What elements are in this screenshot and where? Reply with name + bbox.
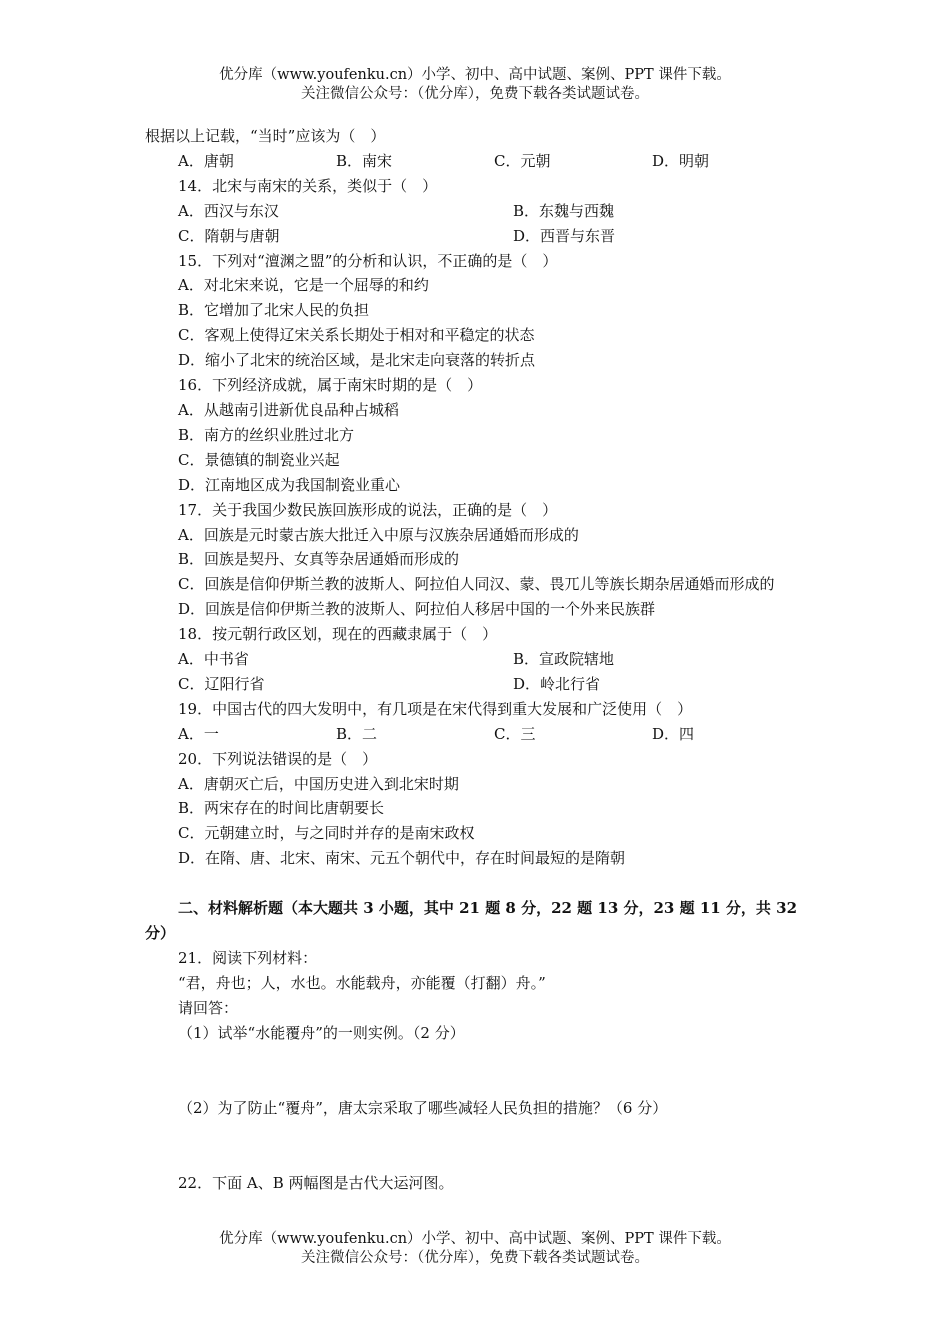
q19-stem: 19．中国古代的四大发明中，有几项是在宋代得到重大发展和广泛使用（ ） bbox=[178, 699, 693, 718]
spacer bbox=[145, 871, 810, 896]
q21-sub-question-2: （2）为了防止“覆舟”，唐太宗采取了哪些减轻人民负担的措施？（6 分） bbox=[178, 1098, 668, 1117]
q20-option-d: D．在隋、唐、北宋、南宋、元五个朝代中，存在时间最短的是隋朝 bbox=[178, 849, 626, 868]
q21-material: “君，舟也；人，水也。水能载舟，亦能覆（打翻）舟。” bbox=[178, 973, 546, 992]
q14-stem: 14．北宋与南宋的关系，类似于（ ） bbox=[178, 176, 438, 195]
q16-option-a: A．从越南引进新优良品种占城稻 bbox=[178, 400, 399, 419]
q17-option-c: C．回族是信仰伊斯兰教的波斯人、阿拉伯人同汉、蒙、畏兀儿等族长期杂居通婚而形成的 bbox=[178, 575, 775, 594]
q13-option-a: A．唐朝 bbox=[178, 151, 234, 170]
q14-option-a: A．西汉与东汉 bbox=[178, 201, 279, 220]
q13-option-b: B．南宋 bbox=[336, 151, 393, 170]
q20-option-a: A．唐朝灭亡后，中国历史进入到北宋时期 bbox=[178, 774, 459, 793]
q19-option-c: C．三 bbox=[494, 724, 536, 743]
q20-stem: 20．下列说法错误的是（ ） bbox=[178, 749, 378, 768]
q19-option-b: B．二 bbox=[336, 724, 378, 743]
footer-line-2: 关注微信公众号：（优分库），免费下载各类试题试卷。 bbox=[301, 1250, 649, 1266]
answer-space bbox=[145, 1121, 810, 1171]
q18-option-d: D．岭北行省 bbox=[513, 674, 601, 693]
q13-stem: 根据以上记载，“当时”应该为（ ） bbox=[145, 127, 386, 145]
q16-option-c: C．景德镇的制瓷业兴起 bbox=[178, 450, 340, 469]
answer-space bbox=[145, 1046, 810, 1096]
q17-option-d: D．回族是信仰伊斯兰教的波斯人、阿拉伯人移居中国的一个外来民族群 bbox=[178, 600, 656, 619]
q13-option-d: D．明朝 bbox=[652, 151, 710, 170]
q15-stem: 15．下列对“澶渊之盟”的分析和认识，不正确的是（ ） bbox=[178, 251, 558, 270]
q18-options-row-2 bbox=[145, 672, 810, 697]
q16-stem: 16．下列经济成就，属于南宋时期的是（ ） bbox=[178, 376, 483, 395]
q14-options-row-1 bbox=[145, 199, 810, 224]
q15-option-c: C．客观上使得辽宋关系长期处于相对和平稳定的状态 bbox=[178, 326, 535, 345]
q14-options-row-2 bbox=[145, 224, 810, 249]
q20-option-b: B．两宋存在的时间比唐朝要长 bbox=[178, 799, 385, 818]
q17-option-b: B．回族是契丹、女真等杂居通婚而形成的 bbox=[178, 550, 460, 569]
q18-stem: 18．按元朝行政区划，现在的西藏隶属于（ ） bbox=[178, 625, 498, 644]
q21-stem: 21．阅读下列材料： bbox=[178, 949, 318, 967]
q22-stem: 22．下面 A、B 两幅图是古代大运河图。 bbox=[178, 1173, 454, 1192]
section-2-title: 二、材料解析题（本大题共 3 小题，其中 21 题 8 分，22 题 13 分，23 题 11 分，共 32 分） bbox=[145, 899, 798, 943]
q14-option-b: B．东魏与西魏 bbox=[513, 201, 615, 220]
q19-option-a: A．一 bbox=[178, 724, 219, 743]
header-line-1: 优分库（www.youfenku.cn）小学、初中、高中试题、案例、PPT 课件下载。 bbox=[219, 67, 731, 83]
q21-prompt: 请回答： bbox=[178, 998, 239, 1017]
q15-option-a: A．对北宋来说，它是一个屈辱的和约 bbox=[178, 276, 429, 295]
q20-option-c: C．元朝建立时，与之同时并存的是南宋政权 bbox=[178, 824, 475, 843]
q18-option-a: A．中书省 bbox=[178, 650, 249, 669]
q17-stem: 17．关于我国少数民族回族形成的说法，正确的是（ ） bbox=[178, 500, 558, 519]
page-footer bbox=[0, 1230, 950, 1268]
q18-option-c: C．辽阳行省 bbox=[178, 674, 265, 693]
q15-option-d: D．缩小了北宋的统治区域，是北宋走向衰落的转折点 bbox=[178, 351, 536, 370]
q18-options-row-1 bbox=[145, 647, 810, 672]
q15-option-b: B．它增加了北宋人民的负担 bbox=[178, 301, 370, 320]
q16-option-b: B．南方的丝织业胜过北方 bbox=[178, 425, 355, 444]
q13-options bbox=[145, 149, 810, 174]
header-line-2: 关注微信公众号：（优分库），免费下载各类试题试卷。 bbox=[301, 86, 649, 102]
q13-option-c: C．元朝 bbox=[494, 151, 551, 170]
q19-option-d: D．四 bbox=[652, 724, 695, 743]
q18-option-b: B．宣政院辖地 bbox=[513, 650, 615, 669]
q21-sub-question-1: （1）试举“水能覆舟”的一则实例。（2 分） bbox=[178, 1023, 465, 1042]
q14-option-d: D．西晋与东晋 bbox=[513, 226, 616, 245]
q17-option-a: A．回族是元时蒙古族大批迁入中原与汉族杂居通婚而形成的 bbox=[178, 525, 579, 544]
q19-options bbox=[145, 722, 810, 747]
q14-option-c: C．隋朝与唐朝 bbox=[178, 226, 280, 245]
q16-option-d: D．江南地区成为我国制瓷业重心 bbox=[178, 475, 401, 494]
exam-content bbox=[145, 124, 810, 1195]
footer-line-1: 优分库（www.youfenku.cn）小学、初中、高中试题、案例、PPT 课件下载。 bbox=[219, 1231, 731, 1247]
page-header bbox=[0, 66, 950, 104]
